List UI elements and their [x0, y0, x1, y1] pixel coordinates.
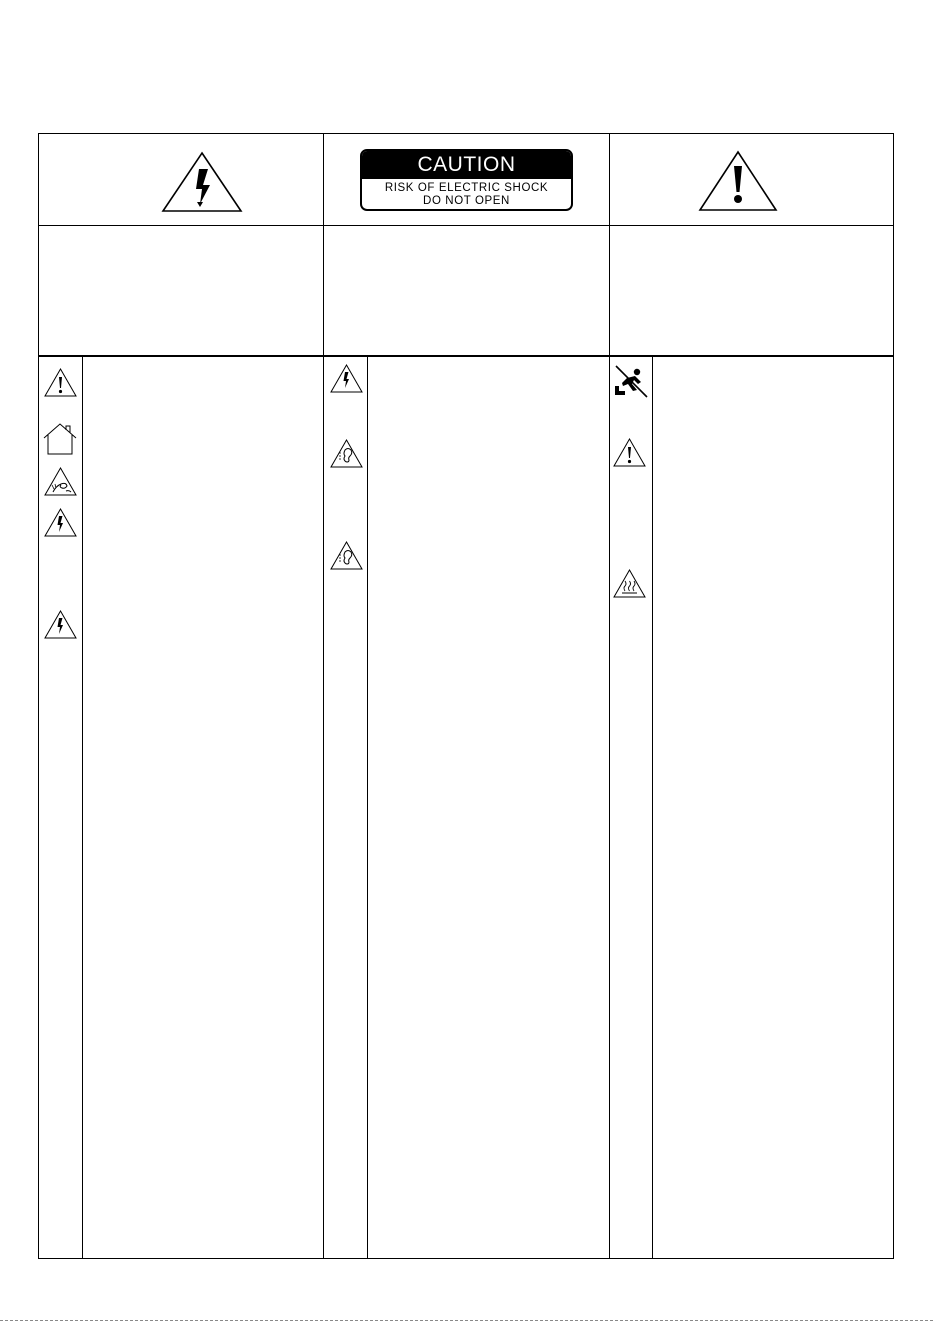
no-climbing-child-icon: [613, 364, 649, 400]
exclamation-warning-icon: [698, 150, 778, 212]
column-divider-2: [609, 133, 610, 1259]
body-divider: [38, 355, 894, 357]
caution-label: [360, 149, 573, 211]
indoor-house-icon: [42, 422, 78, 456]
hot-surface-icon: [613, 569, 646, 598]
caution-heading: CAUTION: [362, 151, 571, 179]
icon-gutter-3: [652, 356, 653, 1259]
lightning-warning-icon: [330, 364, 363, 393]
icon-gutter-1: [82, 356, 83, 1259]
column-divider-1: [323, 133, 324, 1259]
lightning-warning-icon: [44, 508, 77, 537]
safety-table: [38, 133, 894, 1259]
hearing-warning-icon: [330, 541, 363, 570]
lightning-warning-icon: [161, 151, 243, 213]
caution-line-2: DO NOT OPEN: [423, 195, 510, 207]
lightning-warning-icon: [44, 610, 77, 639]
water-hazard-icon: [44, 467, 77, 496]
icon-gutter-2: [367, 356, 368, 1259]
caution-line-1: RISK OF ELECTRIC SHOCK: [384, 182, 549, 194]
exclamation-warning-icon: [613, 438, 646, 467]
hearing-warning-icon: [330, 439, 363, 468]
header-divider: [38, 225, 894, 226]
page-edge-rule: [0, 1320, 933, 1321]
exclamation-warning-icon: [44, 368, 77, 397]
